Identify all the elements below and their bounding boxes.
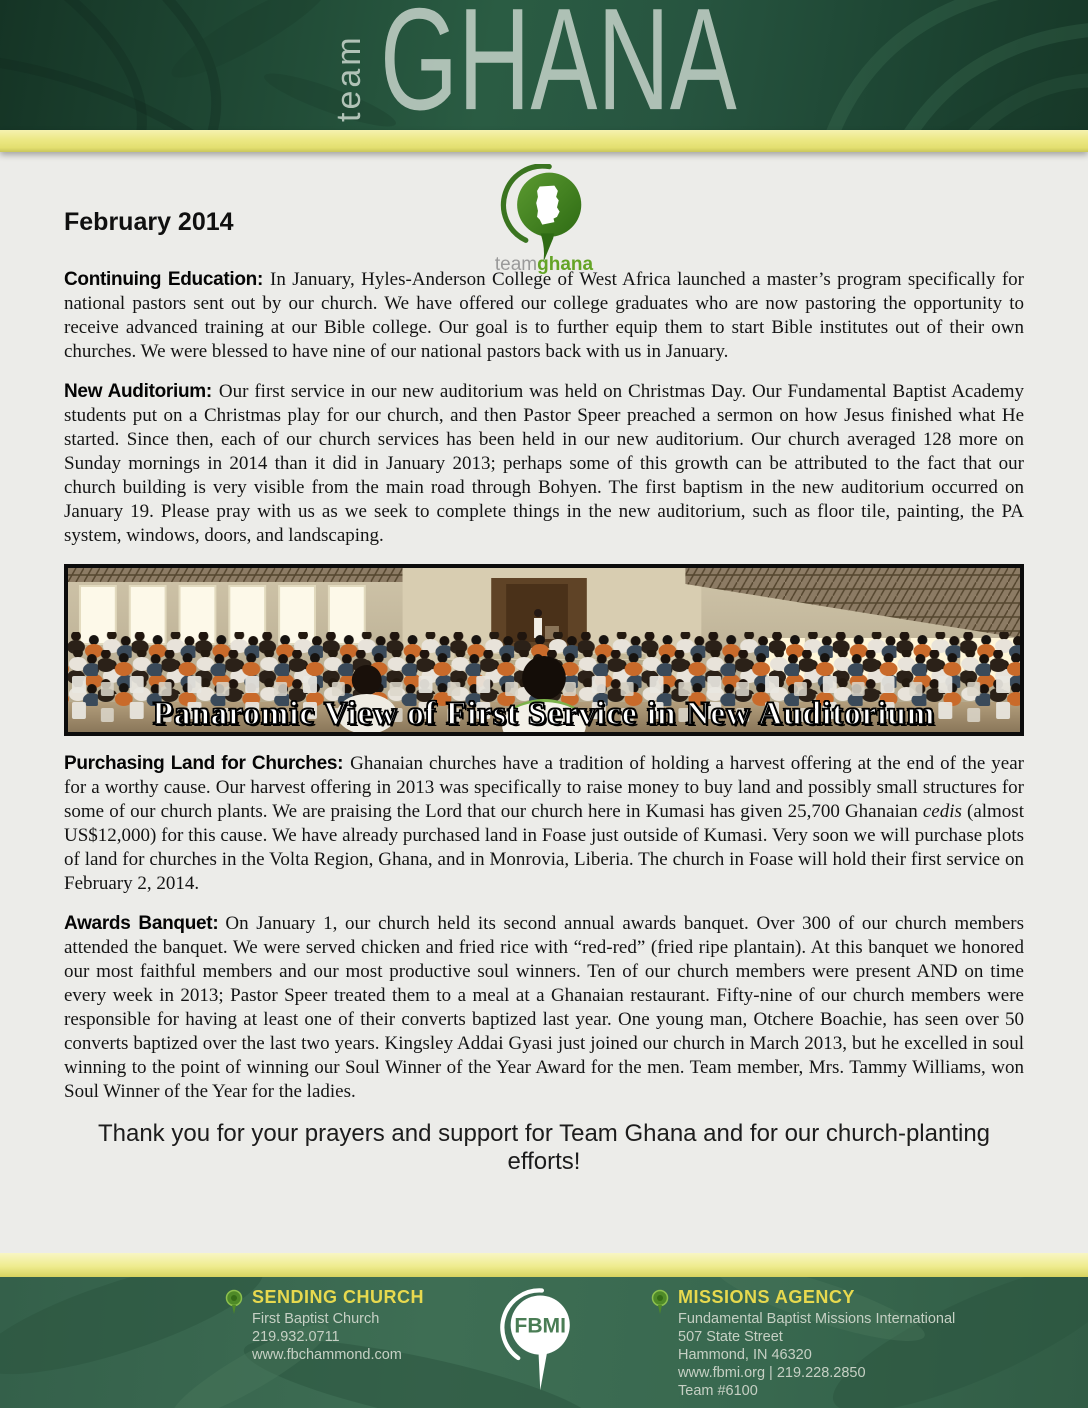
section-body: Our first service in our new auditorium was held on Christmas Day. Our Fundamental Baptist Academy students put on a Christmas play for our church, and then Pastor Speer preached a sermon on how Jesus finished what He started. Since then, each of our church services has been held in our new auditorium. Our church averaged 128 more on Sunday mornings in 2014 than it did in January 2013; perhaps some of this growth can be attributed to the fact that our church building is very visible from the main road through Bohyen. The first baptism in the new auditorium occurred on January 19. Please pray with us as we seek to complete things in the new auditorium, such as floor tile, painting, the PA system, windows, doors, and landscaping. bbox=[64, 381, 1024, 546]
sending-church-phone: 219.932.0711 bbox=[252, 1329, 340, 1345]
sending-church-title: SENDING CHURCH bbox=[252, 1287, 425, 1307]
masthead-title: GHANA bbox=[380, 0, 737, 130]
missions-agency-block bbox=[678, 1287, 955, 1400]
sending-church-name: First Baptist Church bbox=[252, 1311, 380, 1327]
section-purchasing-land bbox=[64, 752, 1024, 896]
section-heading: New Auditorium: bbox=[64, 381, 212, 402]
top-row bbox=[64, 152, 1024, 275]
missions-agency-contact: www.fbmi.org | 219.228.2850 bbox=[678, 1365, 866, 1381]
map-pin-icon bbox=[650, 1289, 670, 1315]
section-body: On January 1, our church held its second annual awards banquet. Over 300 of our church members attended the banquet. We were served chicken and fried rice with “red-red” (fried ripe plantain). At this banquet we honored our most faithful members and our most productive soul winners. Ten of our church members were present AND on time every week in 2013; Pastor Speer treated them to a meal at a Ghanaian restaurant. Fifty-nine of our church members were responsible for having at least one of their converts baptized last year. One young man, Otchere Boachie, has seen over 50 converts baptized over the last two years. Kingsley Addai Gyasi just joined our church in March 2013, but he excelled in soul winning to the point of winning our Soul Winner of the Year Award for the men. Team member, Mrs. Tammy Williams, won Soul Winner of the Year for the ladies. bbox=[64, 913, 1024, 1102]
missions-agency-name: Fundamental Baptist Missions International bbox=[678, 1311, 956, 1327]
section-heading: Awards Banquet: bbox=[64, 913, 219, 934]
section-new-auditorium bbox=[64, 380, 1024, 548]
masthead-team-label: team bbox=[330, 34, 368, 122]
auditorium-panorama-photo bbox=[64, 564, 1024, 736]
date-heading: February 2014 bbox=[64, 208, 234, 236]
yellow-divider-bottom bbox=[0, 1253, 1088, 1277]
section-body: In January, Hyles-Anderson College of West Africa launched a master’s program specifically for national pastors sent out by our church. We have offered our college graduates who are now pastoring the opportunity to receive advanced training at our Bible college. Our goal is to further equip them to start Bible institutes out of their own churches. We were blessed to have nine of our national pastors back with us in January. bbox=[64, 269, 1024, 362]
section-body: Ghanaian churches have a tradition of holding a harvest offering at the end of the year for a worthy cause. Our harvest offering in 2013 was specifically to raise money to buy land and possibly small structures for some of our church plants. We are praising the Lord that our church here in Kumasi has given 25,700 Ghanaian bbox=[64, 753, 1024, 822]
section-body: (almost US$12,000) for this cause. We have already purchased land in Foase just outside of Kumasi. Very soon we will purchase plots of land for churches in the Volta Region, Ghana, and in Monrovia, Liberia. The church in Foase will hold their first service on February 2, 2014. bbox=[64, 801, 1024, 894]
italic-word: cedis bbox=[922, 801, 962, 822]
section-heading: Purchasing Land for Churches: bbox=[64, 753, 344, 774]
map-pin-icon bbox=[224, 1289, 244, 1315]
logo-team-text: team bbox=[494, 254, 538, 275]
newsletter-body bbox=[0, 152, 1088, 1253]
fbmi-logo-text: FBMI bbox=[514, 1314, 567, 1338]
fbmi-logo bbox=[498, 1283, 574, 1401]
section-heading: Continuing Education: bbox=[64, 269, 263, 290]
closing-thank-you: Thank you for your prayers and support for Team Ghana and for our church-planting efforts! bbox=[97, 1120, 991, 1175]
ghana-map-pin-icon bbox=[494, 164, 594, 268]
footer bbox=[0, 1277, 1088, 1408]
missions-agency-city: Hammond, IN 46320 bbox=[678, 1347, 812, 1363]
yellow-divider-top bbox=[0, 130, 1088, 152]
masthead bbox=[0, 0, 1088, 130]
team-ghana-logo bbox=[474, 164, 614, 276]
photo-caption: Panaromic View of First Service in New Auditorium bbox=[152, 696, 936, 733]
logo-caption bbox=[474, 254, 614, 276]
sending-church-block bbox=[252, 1287, 424, 1364]
missions-agency-title: MISSIONS AGENCY bbox=[678, 1287, 855, 1307]
missions-agency-street: 507 State Street bbox=[678, 1329, 783, 1345]
logo-ghana-text: ghana bbox=[537, 254, 594, 275]
sending-church-website: www.fbchammond.com bbox=[252, 1347, 402, 1363]
section-continuing-education bbox=[64, 268, 1024, 364]
missions-agency-team-number: Team #6100 bbox=[678, 1383, 758, 1399]
section-awards-banquet bbox=[64, 912, 1024, 1104]
